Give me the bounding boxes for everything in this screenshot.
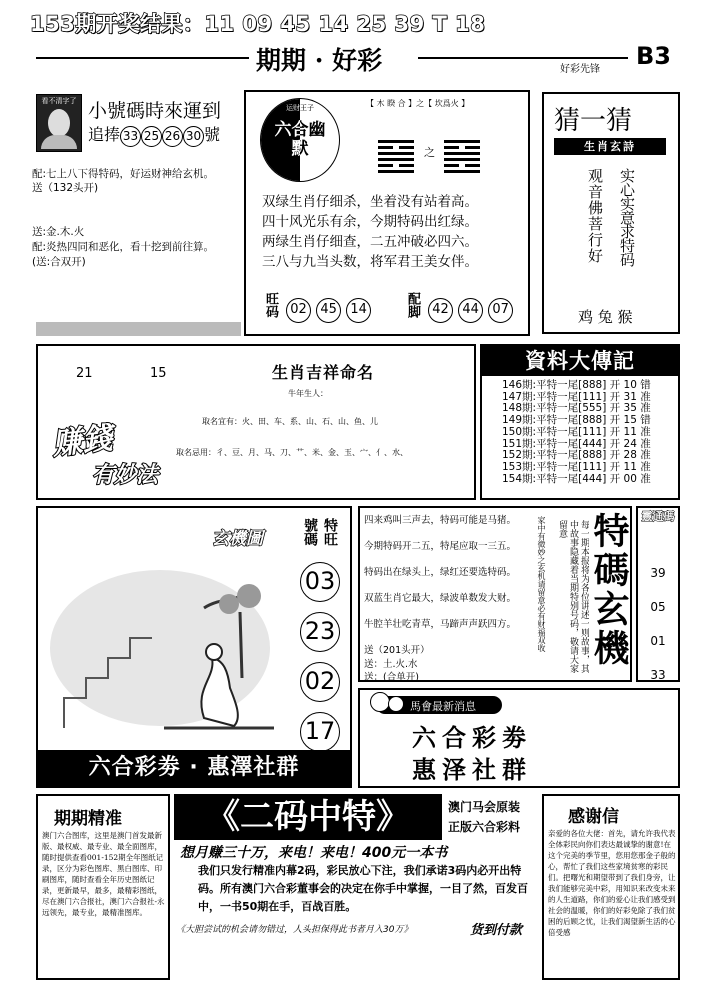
naming-row: 取名忌用：彳、豆、月、马、刀、艹、米、金、玉、宀、亻、水、 [176,448,408,457]
hints-panel [358,506,632,682]
promo-panel [32,92,241,330]
ball-icon [370,692,390,712]
erma-promise: 我们只发行精准内幕2码，彩民放心下注，我们承诺3码内必开出特码。所有澳门六合彩董事会的决定在你手中掌握，一目了然，百发百中，一书50期在手，百战百胜。 [198,864,528,913]
thanks-panel [542,794,680,980]
emblem [260,98,340,182]
gua-mid: 之 [424,146,435,159]
lingtong-panel [636,506,680,682]
pei-number: 44 [458,298,483,323]
header-slogan: 好彩先锋 [560,64,600,75]
history-row: 151期:平特一尾[444] 开 24 准 [502,437,651,450]
history-row: 154期:平特一尾[444] 开 00 准 [502,472,651,485]
history-row: 152期:平特一尾[888] 开 28 准 [502,449,651,462]
xuanji-label: 玄機圖 [212,529,263,549]
naming-panel [36,344,476,500]
poem-panel [244,90,530,336]
promo-line: 送（132头开) [32,182,99,194]
lingtong-number: 33 [650,668,666,682]
precision-panel [36,794,170,980]
history-row: 150期:平特一尾[111] 开 11 准 [502,425,651,438]
hint-line: 四来鸡叫三声去，特码可能是马猪。 [364,515,517,526]
news-panel [358,688,680,788]
hint-big: 特碼玄機 [588,512,629,668]
gua-lines-right [444,140,480,173]
hint-send: 送：(合单开) [364,672,419,683]
wang-number: 02 [286,298,311,323]
news-line: 六合彩劵 [412,724,532,752]
lingtong-title: 靈通碼 [641,510,675,523]
lingtong-number: 39 [650,566,666,580]
avatar [36,94,82,152]
ball-icon [388,696,404,712]
hint-vertical-b: 每一期本报将为各位讲述一则故事，其中故事隐藏着当期特别号码，敬请大家留意 [557,520,589,673]
pei-number: 42 [428,298,453,323]
thanks-text: 亲爱的各位大佬：首先，请允许我代表全体彩民向你们表达最诚挚的谢意!在这个完美的季节里，您用您那金子般的心，帮忙了我们这些家境贫寒的彩民们。把曙光和期望带到了我们身旁，让我们能够完美中彩，用知识来改变未来的人生道路，你们的爱心让我们感受到社会的温暖，你们的好彩免除了我们贫困的后顾之忧，让我们渴望新生活的心倍受感 [548,829,676,937]
erma-cod: 货到付款 [470,923,523,938]
erma-wants: 想月赚三十万，来电！来电！400元一本书 [180,845,448,861]
xuanji-illustration [44,568,276,738]
gua-label: 【 木 睽 合 】之【 坎爲火 】 [366,99,470,108]
wang-number: 14 [346,298,371,323]
xuanji-panel [36,506,352,788]
naming-title: 生肖吉祥命名 [272,363,375,382]
poem-line: 三八与九当头数，将军君王美女伴。 [262,254,478,270]
xuanji-number: 17 [300,712,340,752]
lingtong-number: 01 [650,634,666,648]
poem-line: 双绿生肖仔细杀，坐着没有站着高。 [262,194,478,210]
page-number: B3 [636,42,671,70]
pei-label: 配脚 [405,292,420,318]
header-rule-left [36,57,249,59]
news-badge: 馬會最新消息 [410,700,476,713]
wang-numbers [286,298,371,323]
wang-number: 45 [316,298,341,323]
pei-numbers [428,298,513,323]
guess-col-right: 实心实意求特码 [618,168,636,266]
xuanji-side-b: 號碼 [302,518,318,546]
avatar-shoulders [41,135,77,149]
xuanji-side-a: 特旺 [322,518,338,546]
lottery-result: 153期开奖结果：11 09 45 14 25 39 T 18 [30,12,486,36]
hint-vertical-a: 家中有微妙之玄机请留意必有财福双收 [537,516,546,652]
precision-text: 澳门六合图库，这里是澳门首发最新版、最权威、最专业、最全面图库，随时提供查看001-152期全年图纸记录，区分为彩色图库、黑白图库、印刷图库，随时查看全年历史图纸记录，更新最早，最多，最精彩图纸，尽在澳门六合报社，澳门六合报社-永远领先，最专业，最精准图库。 [42,831,165,917]
history-row: 146期:平特一尾[888] 开 10 错 [502,379,651,391]
xuanji-number: 23 [300,612,340,652]
xuanji-banner: 六合彩劵 · 惠澤社群 [38,750,350,786]
chase-number: 30 [183,126,204,147]
hint-line: 特码出在绿头上，绿红还要选特码。 [364,567,517,578]
logo-tagline: 有妙法 [92,463,159,488]
erma-panel [174,794,540,980]
guess-subtitle: 生肖玄詩 [554,138,666,155]
avatar-caption: 看不清字了 [41,97,77,105]
chase-prefix: 追捧 [88,125,121,144]
history-row: 148期:平特一尾[555] 开 35 准 [502,402,651,415]
xuanji-number: 03 [300,562,340,602]
poem-line: 四十风光乐有余，今期特码出红绿。 [262,214,478,230]
avatar-face [48,109,70,137]
hint-line: 双蓝生肖它最大，绿波单数发大财。 [364,593,517,604]
news-line: 惠泽社群 [412,756,532,784]
promo-line: 送:金.木.火 [32,226,85,238]
naming-sub: 牛年生人： [288,389,328,398]
history-row: 153期:平特一尾[111] 开 11 准 [502,460,651,473]
history-list [502,380,651,485]
naming-row: 取名宜有：火、田、车、系、山、石、山、鱼、儿 [202,417,378,426]
guess-panel [542,92,680,334]
thanks-title: 感谢信 [568,807,619,827]
pei-number: 07 [488,298,513,323]
header-rule-right [418,57,628,59]
emblem-text: 六合幽默 [274,120,326,159]
hint-line: 今期特码开二五，特尾应取一三五。 [364,541,517,552]
guess-col-left: 观音佛菩行好 [586,168,604,264]
history-row: 147期:平特一尾[111] 开 31 准 [502,390,651,403]
naming-num-a: 21 [76,366,93,381]
promo-headline: 小號碼時來運到 [88,100,222,122]
poem-line: 两绿生肖仔细查，二五冲破必四六。 [262,234,478,250]
wang-label: 旺码 [263,292,278,318]
promo-line: (送:合双开) [32,256,86,268]
xuanji-numbers [300,562,344,752]
chase-number: 33 [120,126,141,147]
chase-number: 25 [141,126,162,147]
hint-send: 送（201头开） [364,645,430,656]
erma-side: 澳门马会原装 [448,800,521,814]
promo-line: 配:七上八下得特码，好运财神给玄机。 [32,168,215,180]
promo-line: 配:炎热四同和恶化，看十挖到前往算。 [32,241,215,253]
precision-title: 期期精准 [54,809,122,829]
history-panel [480,344,680,500]
chase-number: 26 [162,126,183,147]
guess-title: 猜一猜 [554,106,633,136]
promo-chase [88,122,220,147]
gray-bar [36,322,241,336]
chase-suffix: 號 [204,125,221,144]
hint-line: 牛腔羊壮吃青草，马蹄声声跃四方。 [364,619,517,630]
erma-footer: 《大胆尝试的机会请勿错过，人头担保得此书者月入30万》 [176,925,413,935]
naming-num-b: 15 [150,366,167,381]
history-row: 149期:平特一尾[888] 开 15 错 [502,414,651,427]
lingtong-number: 05 [650,600,666,614]
history-title: 資料大傳記 [482,346,678,376]
emblem-top: 运财王子 [286,104,314,112]
gua-lines-left [378,140,414,173]
xuanji-number: 02 [300,662,340,702]
logo-money: 赚錢 [50,420,115,463]
erma-side: 正版六合彩料 [448,820,521,834]
page-title: 期期 · 好彩 [256,46,383,75]
guess-answer: 鸡 兔 猴 [578,308,633,326]
erma-title: 《二码中特》 [174,794,442,840]
hint-send: 送：土.火.水 [364,659,418,670]
